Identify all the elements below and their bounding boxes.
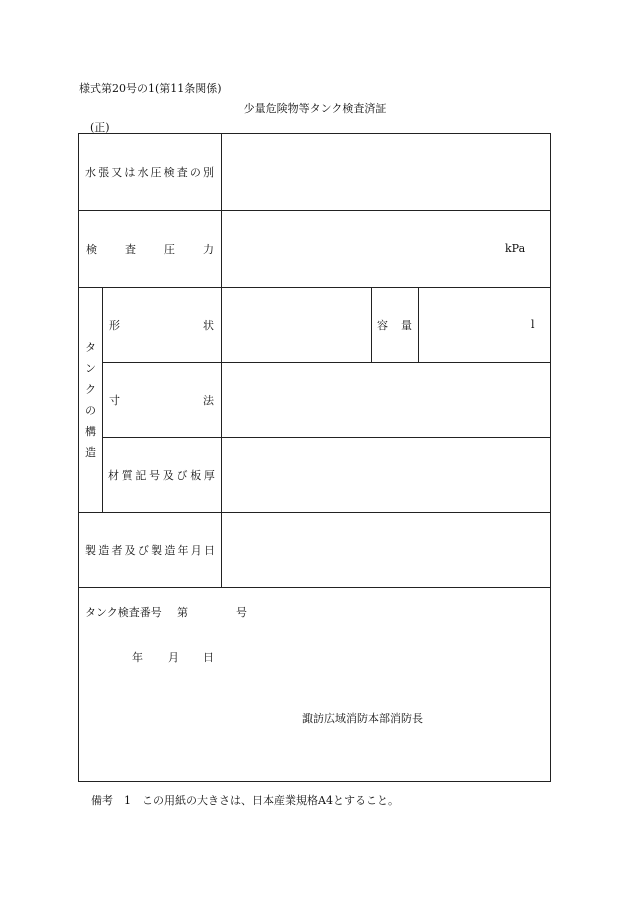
- copy-mark: (正): [90, 121, 110, 134]
- shape-label: [109, 288, 214, 362]
- label-char: 号: [149, 469, 161, 482]
- label-char: 構: [85, 425, 96, 438]
- tank-structure-label: [79, 288, 102, 512]
- inspection-form-table: [78, 133, 551, 782]
- label-char: の: [189, 166, 201, 179]
- material-value-cell[interactable]: [222, 438, 551, 512]
- test-type-value-cell[interactable]: [222, 134, 551, 210]
- label-char: 造: [85, 446, 96, 459]
- label-char: 製: [151, 544, 163, 557]
- label-char: 厚: [203, 469, 215, 482]
- label-char: 水: [137, 166, 149, 179]
- label-char: 状: [203, 319, 214, 332]
- label-char: 張: [98, 166, 110, 179]
- row-divider: [79, 587, 551, 588]
- footnote: 備考 1 この用紙の大きさは、日本産業規格A4とすること。: [91, 794, 399, 807]
- label-char: は: [124, 166, 136, 179]
- label-char: 寸: [109, 394, 120, 407]
- label-char: 圧: [164, 243, 175, 256]
- label-char: 又: [111, 166, 123, 179]
- form-number: 様式第20号の1(第11条関係): [79, 82, 222, 95]
- label-char: ク: [85, 383, 96, 396]
- label-char: 検: [163, 166, 175, 179]
- label-char: ン: [85, 362, 96, 375]
- manufacturer-value-cell[interactable]: [222, 513, 551, 587]
- form-title: 少量危険物等タンク検査済証: [243, 102, 387, 115]
- label-char: び: [137, 544, 149, 557]
- inspection-number-prefix: 第: [177, 606, 188, 619]
- label-char: 造: [98, 544, 110, 557]
- inspection-number-field[interactable]: [191, 602, 233, 618]
- label-char: び: [176, 469, 188, 482]
- inspection-number-label: タンク検査番号: [85, 606, 162, 619]
- label-char: 力: [203, 243, 214, 256]
- shape-value-cell[interactable]: [222, 288, 371, 362]
- column-divider: [102, 287, 103, 512]
- pressure-unit: kPa: [505, 242, 526, 255]
- pressure-value-cell[interactable]: [222, 211, 551, 287]
- label-char: 製: [85, 544, 96, 557]
- date-day-label: 日: [203, 651, 214, 664]
- label-char: 記: [135, 469, 147, 482]
- label-char: 形: [109, 319, 120, 332]
- label-char: 圧: [150, 166, 162, 179]
- label-char: 板: [190, 469, 202, 482]
- label-char: 及: [124, 544, 136, 557]
- inspection-number-suffix: 号: [236, 606, 247, 619]
- label-char: 及: [162, 469, 174, 482]
- label-char: 材: [108, 469, 119, 482]
- label-char: 量: [401, 319, 412, 332]
- pressure-label: [86, 211, 214, 287]
- label-char: の: [85, 404, 96, 417]
- label-char: 別: [202, 166, 214, 179]
- label-char: 容: [377, 319, 388, 332]
- dimensions-label: [109, 363, 214, 437]
- label-char: 造: [164, 544, 176, 557]
- label-char: タ: [85, 341, 96, 354]
- test-type-label: [85, 134, 214, 210]
- label-char: 査: [125, 243, 136, 256]
- issuer-name: 諏訪広域消防本部消防長: [302, 712, 423, 725]
- label-char: 法: [203, 394, 214, 407]
- date-month-label: 月: [168, 651, 179, 664]
- date-year-label: 年: [132, 651, 143, 664]
- manufacturer-label: [85, 513, 215, 587]
- label-char: 水: [85, 166, 96, 179]
- capacity-unit: l: [531, 318, 535, 331]
- label-char: 者: [111, 544, 123, 557]
- capacity-label: [377, 288, 412, 362]
- material-label: [108, 438, 215, 512]
- column-divider: [371, 287, 372, 362]
- label-char: 検: [86, 243, 97, 256]
- label-char: 質: [121, 469, 133, 482]
- label-char: 年: [177, 544, 189, 557]
- label-char: 日: [203, 544, 215, 557]
- label-char: 月: [190, 544, 202, 557]
- label-char: 査: [176, 166, 188, 179]
- dimensions-value-cell[interactable]: [222, 363, 551, 437]
